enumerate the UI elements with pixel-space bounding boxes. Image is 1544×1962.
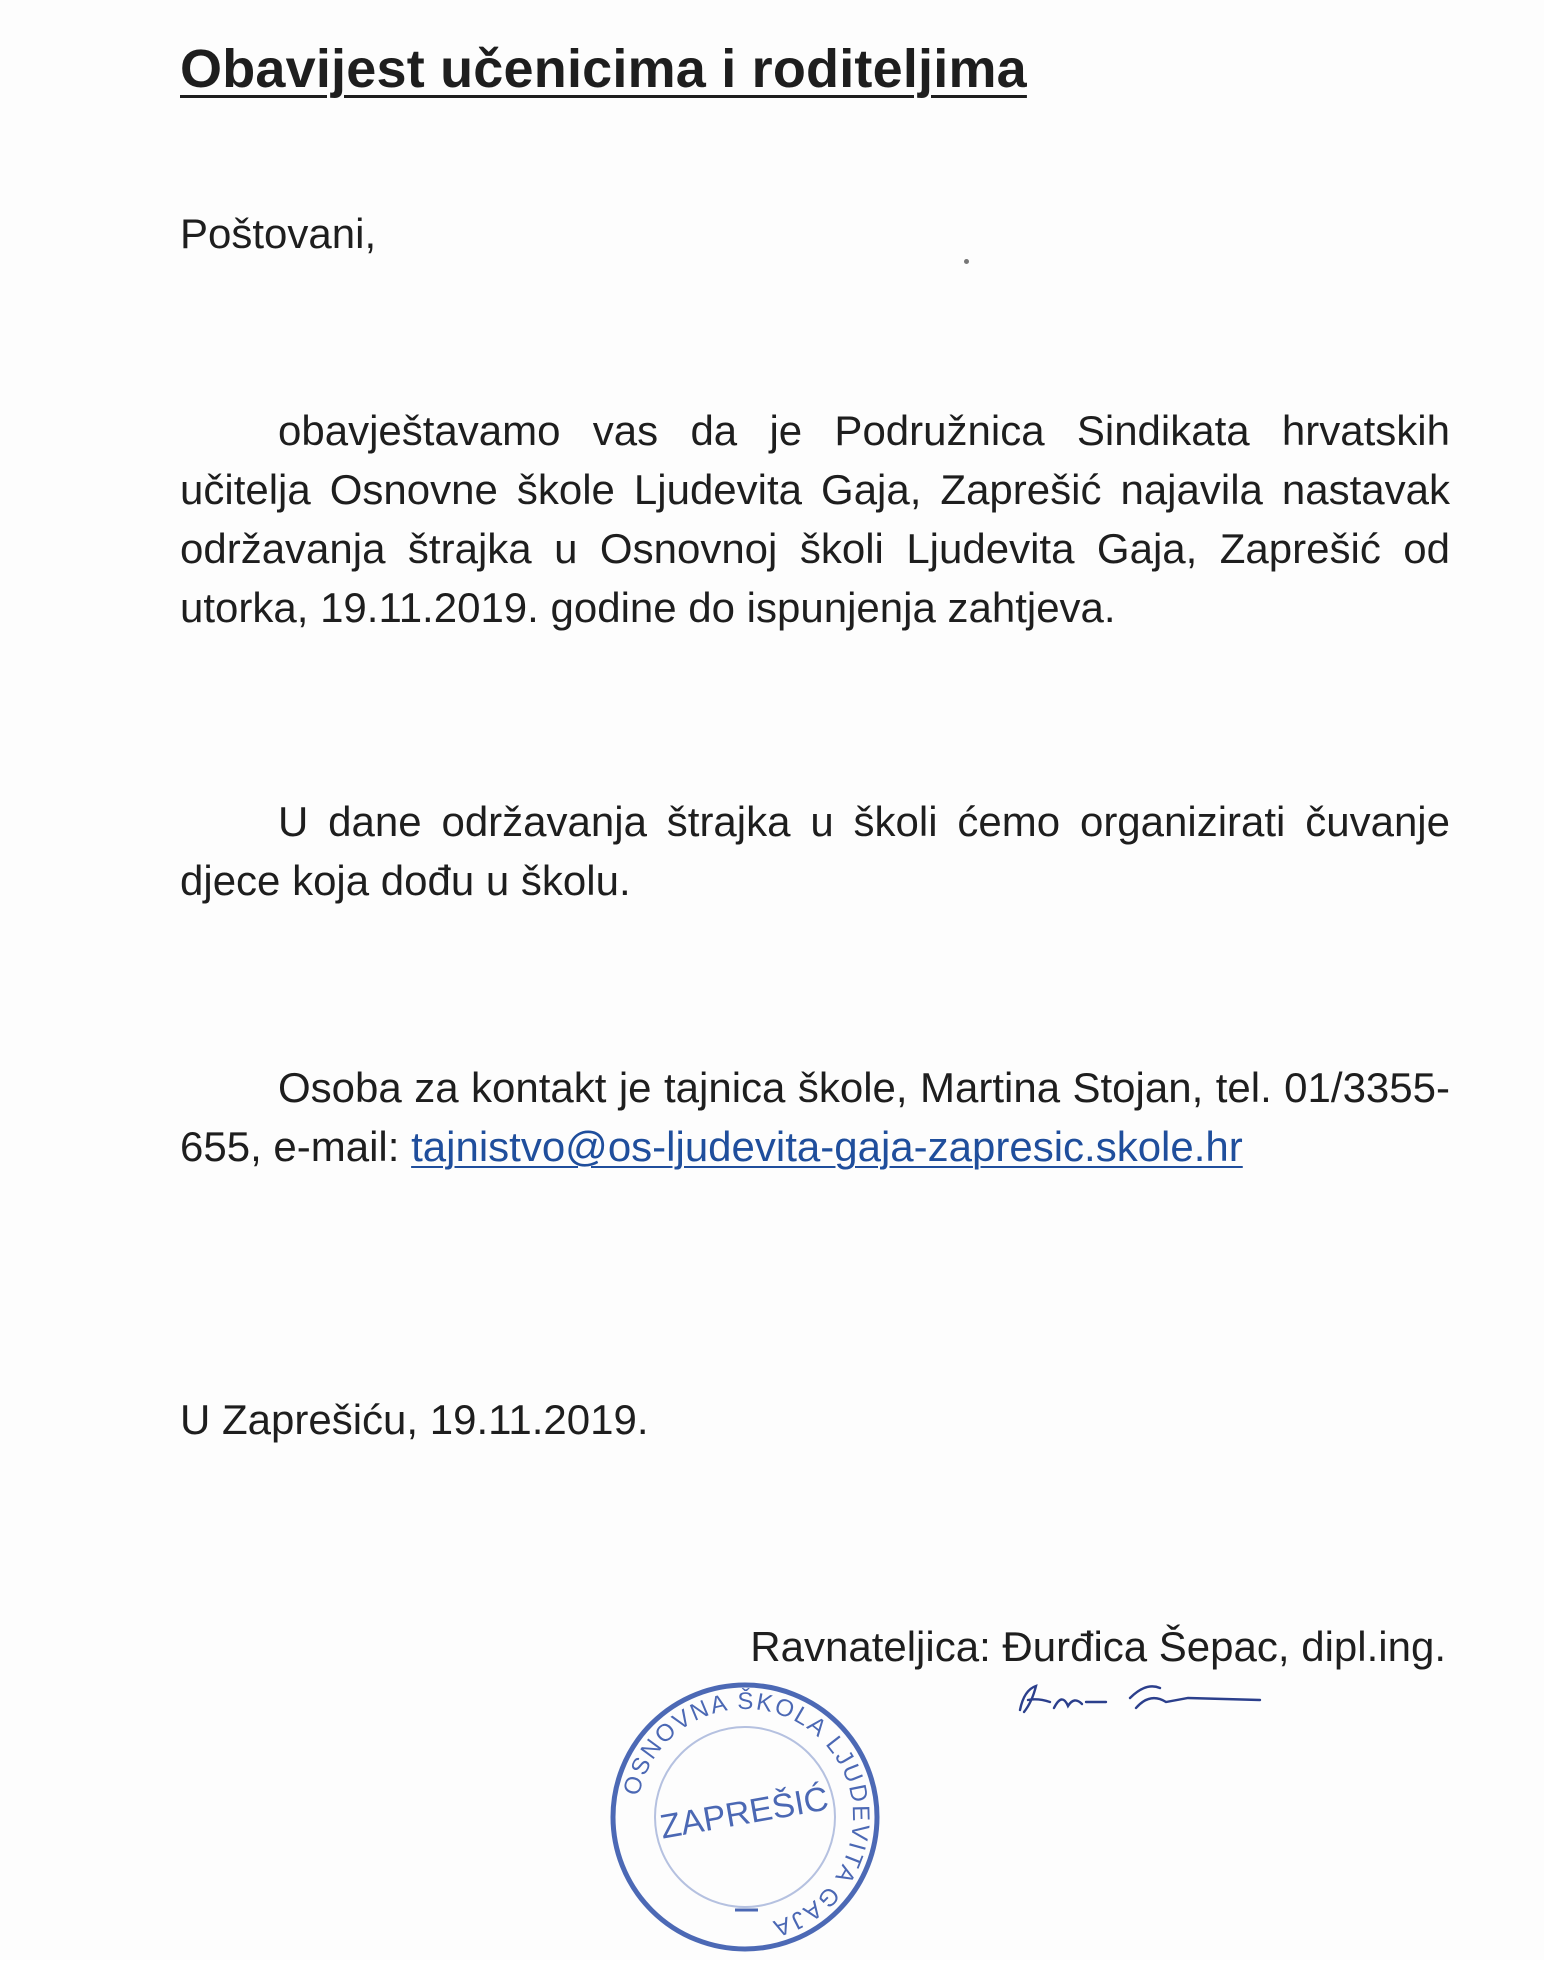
stamp-outer-text: OSNOVNA ŠKOLA LJUDEVITA GAJA — [618, 1687, 875, 1943]
paragraph-contact — [180, 1058, 1450, 1176]
school-stamp — [600, 1672, 890, 1962]
contact-email-link[interactable]: tajnistvo@os-ljudevita-gaja-zapresic.skole.hr — [411, 1123, 1243, 1170]
contact-text: Osoba za kontakt je tajnica škole, Martina Stojan, tel. 01/3355-655, e-mail: — [180, 1064, 1450, 1170]
paragraph-childcare: U dane održavanja štrajka u školi ćemo organizirati čuvanje djece koja dođu u školu. — [180, 798, 1450, 904]
stamp-center-text: ZAPREŠIĆ — [657, 1779, 832, 1847]
document-title: Obavijest učenicima i roditeljima — [180, 39, 1027, 99]
paragraph-strike-notice: obavještavamo vas da je Podružnica Sindikata hrvatskih učitelja Osnovne škole Ljudevita Gaja, Zaprešić najavila nastavak održavanja štrajka u Osnovnoj školi Ljudevita Gaja, Zaprešić od utorka, 19.11.2019. godine do ispunjenja zahtjeva. — [180, 407, 1450, 631]
scan-speck — [964, 259, 969, 264]
handwritten-signature — [1010, 1672, 1270, 1722]
greeting: Poštovani, — [180, 210, 377, 257]
signature-line: Ravnateljica: Đurđica Šepac, dipl.ing. — [750, 1623, 1446, 1670]
dateline: U Zaprešiću, 19.11.2019. — [180, 1396, 649, 1443]
